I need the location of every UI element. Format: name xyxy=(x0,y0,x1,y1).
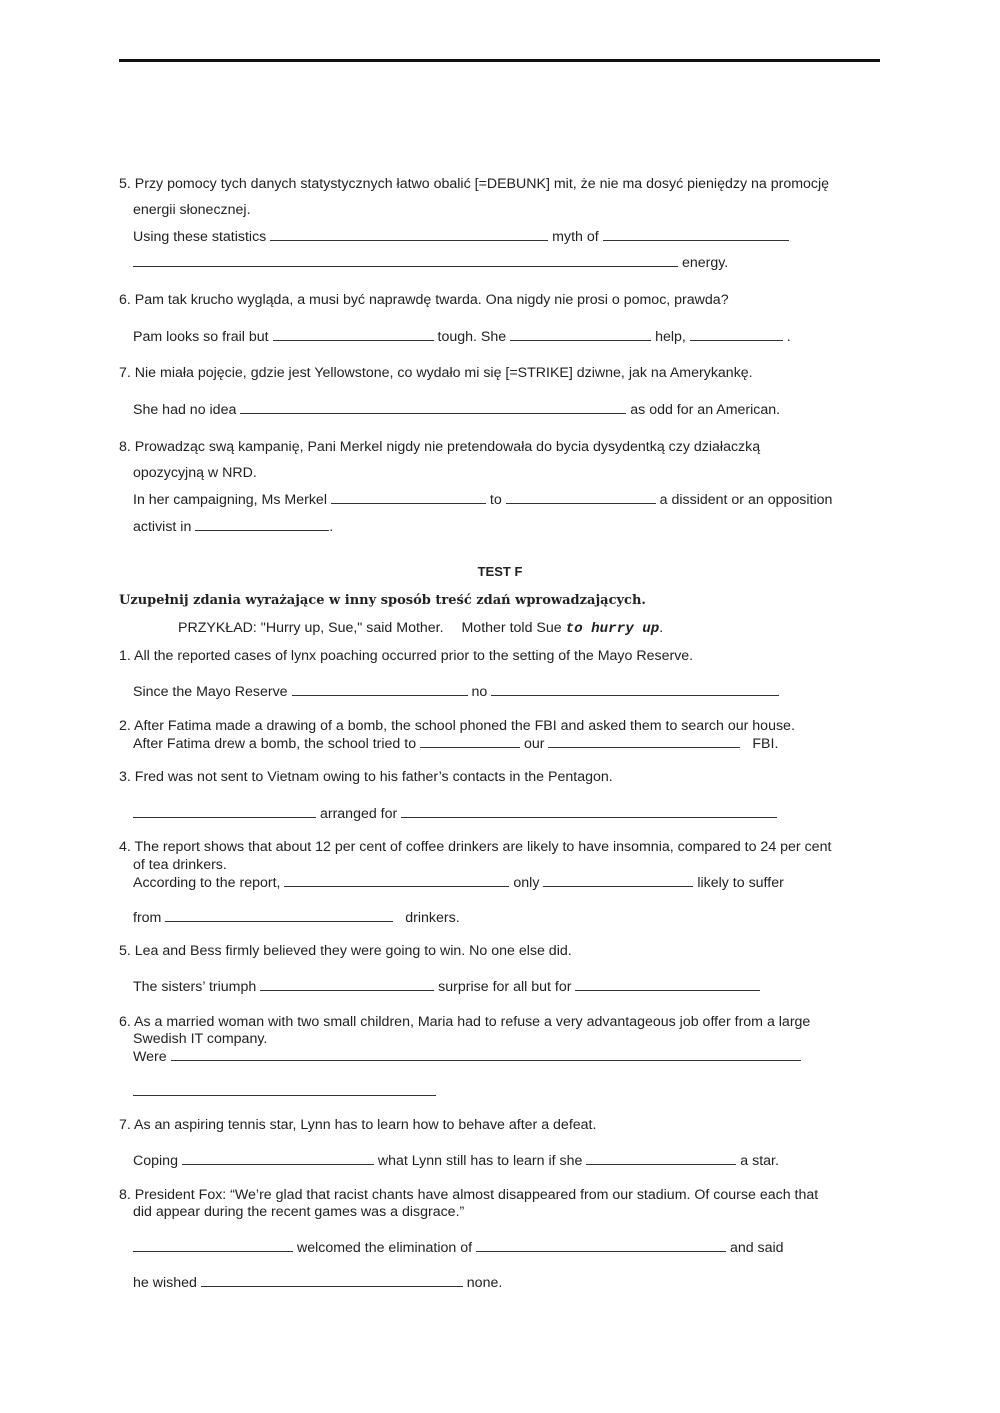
e-q5-text-2: myth of xyxy=(552,229,599,245)
f-q2-text-3: FBI. xyxy=(752,736,779,752)
f-q2-blank-1[interactable] xyxy=(420,734,520,748)
f-q1-prompt: 1. All the reported cases of lynx poaching occurred prior to the setting of the Mayo Reserve. xyxy=(119,648,694,664)
f-q1-answer-line xyxy=(133,682,779,701)
e-q8-blank-3[interactable] xyxy=(195,517,329,531)
f-q1-blank-1[interactable] xyxy=(292,682,468,696)
e-q6-text-1: Pam looks so frail but xyxy=(133,329,269,345)
e-q8-prompt-2: opozycyjną w NRD. xyxy=(133,465,257,481)
f-q8-answer-line-2 xyxy=(133,1273,502,1292)
e-q5-blank-3[interactable] xyxy=(133,253,678,267)
f-q5-blank-1[interactable] xyxy=(260,977,434,991)
f-q8-blank-3[interactable] xyxy=(201,1273,463,1287)
e-q5-blank-1[interactable] xyxy=(270,227,548,241)
e-q6-blank-1[interactable] xyxy=(273,327,434,341)
e-q5-blank-2[interactable] xyxy=(603,227,789,241)
e-q6-blank-2[interactable] xyxy=(510,327,651,341)
f-q1-text-1: Since the Mayo Reserve xyxy=(133,684,288,700)
f-q6-prompt-1: 6. As a married woman with two small children, Maria had to refuse a very advantageous job offer from a large xyxy=(119,1014,811,1030)
f-q8-text-4: none. xyxy=(466,1275,503,1291)
f-q6-answer-line-1 xyxy=(133,1047,801,1066)
f-q7-blank-2[interactable] xyxy=(586,1151,736,1165)
f-q8-text-2: and said xyxy=(729,1240,784,1256)
f-q7-text-2: what Lynn still has to learn if she xyxy=(377,1153,583,1169)
f-q8-text-1: welcomed the elimination of xyxy=(296,1240,473,1256)
f-q4-text-5: drinkers. xyxy=(405,910,460,926)
e-q8-blank-1[interactable] xyxy=(331,490,486,504)
f-q4-answer-line-1 xyxy=(133,873,784,892)
e-q8-prompt-1: 8. Prowadząc swą kampanię, Pani Merkel nigdy nie pretendowała do bycia dysydentką czy działaczką xyxy=(119,439,761,455)
e-q8-text-3: a dissident or an opposition xyxy=(659,492,833,508)
e-q7-prompt: 7. Nie miała pojęcie, gdzie jest Yellowstone, co wydało mi się [=STRIKE] dziwne, jak na Amerykankę. xyxy=(119,365,753,381)
f-q4-blank-2[interactable] xyxy=(543,873,693,887)
f-q8-text-3: he wished xyxy=(133,1275,197,1291)
e-q5-prompt-2: energii słonecznej. xyxy=(133,202,251,218)
f-q4-text-1: According to the report, xyxy=(133,875,281,891)
f-q3-blank-1[interactable] xyxy=(133,804,316,818)
f-q4-prompt-1: 4. The report shows that about 12 per cent of coffee drinkers are likely to have insomnia, compared to 24 per cent xyxy=(119,839,832,855)
test-f-instruction: Uzupełnij zdania wyrażające w inny sposób treść zdań wprowadzających. xyxy=(119,593,646,608)
f-q6-prompt-2: Swedish IT company. xyxy=(133,1031,268,1047)
f-q6-answer-line-2 xyxy=(133,1082,436,1101)
f-q4-text-2: only xyxy=(513,875,540,891)
f-q2-blank-2[interactable] xyxy=(548,734,740,748)
f-q4-answer-line-2 xyxy=(133,908,460,927)
f-q3-blank-2[interactable] xyxy=(401,804,777,818)
f-q5-text-2: surprise for all but for xyxy=(438,979,572,995)
test-f-example xyxy=(178,619,663,638)
f-q2-text-2: our xyxy=(524,736,545,752)
f-q7-answer-line xyxy=(133,1151,779,1170)
f-q4-text-3: likely to suffer xyxy=(697,875,784,891)
e-q8-answer-line-1 xyxy=(133,490,832,509)
f-q6-blank-2[interactable] xyxy=(133,1082,436,1096)
top-rule xyxy=(119,59,880,62)
e-q5-answer-line-2 xyxy=(133,253,728,272)
e-q8-answer-line-2 xyxy=(133,517,333,536)
f-q6-text-1: Were xyxy=(133,1049,167,1065)
e-q6-blank-3[interactable] xyxy=(690,327,783,341)
e-q5-text-1: Using these statistics xyxy=(133,229,267,245)
f-q8-answer-line-1 xyxy=(133,1238,784,1257)
test-f-title: TEST F xyxy=(477,564,523,579)
e-q8-text-4: activist in xyxy=(133,519,192,535)
f-q2-answer-line xyxy=(133,734,778,753)
f-q4-prompt-2: of tea drinkers. xyxy=(133,857,227,873)
e-q5-prompt-1: 5. Przy pomocy tych danych statystycznych łatwo obalić [=DEBUNK] mit, że nie ma dosyć pieniędzy na promocję xyxy=(119,176,830,192)
f-q7-blank-1[interactable] xyxy=(182,1151,374,1165)
f-q7-text-3: a star. xyxy=(740,1153,779,1169)
e-q8-text-5: . xyxy=(329,519,334,535)
f-q5-text-1: The sisters’ triumph xyxy=(133,979,257,995)
e-q6-text-4: . xyxy=(786,329,791,345)
f-q1-blank-2[interactable] xyxy=(491,682,779,696)
f-q7-text-1: Coping xyxy=(133,1153,178,1169)
e-q8-text-2: to xyxy=(489,492,502,508)
example-label: PRZYKŁAD: xyxy=(178,620,257,636)
f-q1-text-2: no xyxy=(471,684,488,700)
f-q4-blank-3[interactable] xyxy=(165,908,393,922)
f-q4-blank-1[interactable] xyxy=(284,873,509,887)
f-q3-answer-line xyxy=(133,804,777,823)
f-q4-text-4: from xyxy=(133,910,162,926)
example-answer-prefix: Mother told Sue xyxy=(461,620,562,636)
f-q7-prompt: 7. As an aspiring tennis star, Lynn has to learn how to behave after a defeat. xyxy=(119,1117,597,1133)
e-q7-blank-1[interactable] xyxy=(240,400,626,414)
example-answer-emphasis: to hurry up xyxy=(565,621,660,637)
f-q8-prompt-2: did appear during the recent games was a disgrace.” xyxy=(133,1204,465,1220)
e-q6-text-3: help, xyxy=(655,329,686,345)
f-q8-prompt-1: 8. President Fox: “We’re glad that racist chants have almost disappeared from our stadium. Of course each that xyxy=(119,1187,819,1203)
f-q8-blank-1[interactable] xyxy=(133,1238,293,1252)
f-q3-prompt: 3. Fred was not sent to Vietnam owing to his father’s contacts in the Pentagon. xyxy=(119,769,613,785)
example-answer-end: . xyxy=(659,620,664,636)
f-q2-text-1: After Fatima drew a bomb, the school tried to xyxy=(133,736,417,752)
f-q8-blank-2[interactable] xyxy=(476,1238,726,1252)
example-quote: "Hurry up, Sue," said Mother. xyxy=(260,620,444,636)
e-q8-text-1: In her campaigning, Ms Merkel xyxy=(133,492,327,508)
e-q8-blank-2[interactable] xyxy=(506,490,656,504)
e-q6-text-2: tough. She xyxy=(437,329,507,345)
e-q7-text-2: as odd for an American. xyxy=(630,402,781,418)
e-q6-prompt: 6. Pam tak krucho wygląda, a musi być naprawdę twarda. Ona nigdy nie prosi o pomoc, prawda? xyxy=(119,292,729,308)
e-q5-answer-line-1 xyxy=(133,227,789,246)
f-q3-text-1: arranged for xyxy=(319,806,398,822)
e-q7-answer-line xyxy=(133,400,780,419)
e-q7-text-1: She had no idea xyxy=(133,402,237,418)
f-q5-prompt: 5. Lea and Bess firmly believed they were going to win. No one else did. xyxy=(119,943,572,959)
f-q2-prompt: 2. After Fatima made a drawing of a bomb, the school phoned the FBI and asked them to search our house. xyxy=(119,718,795,734)
e-q6-answer-line xyxy=(133,327,791,346)
f-q5-blank-2[interactable] xyxy=(575,977,760,991)
e-q5-text-3: energy. xyxy=(681,255,729,271)
f-q5-answer-line xyxy=(133,977,760,996)
f-q6-blank-1[interactable] xyxy=(171,1047,801,1061)
